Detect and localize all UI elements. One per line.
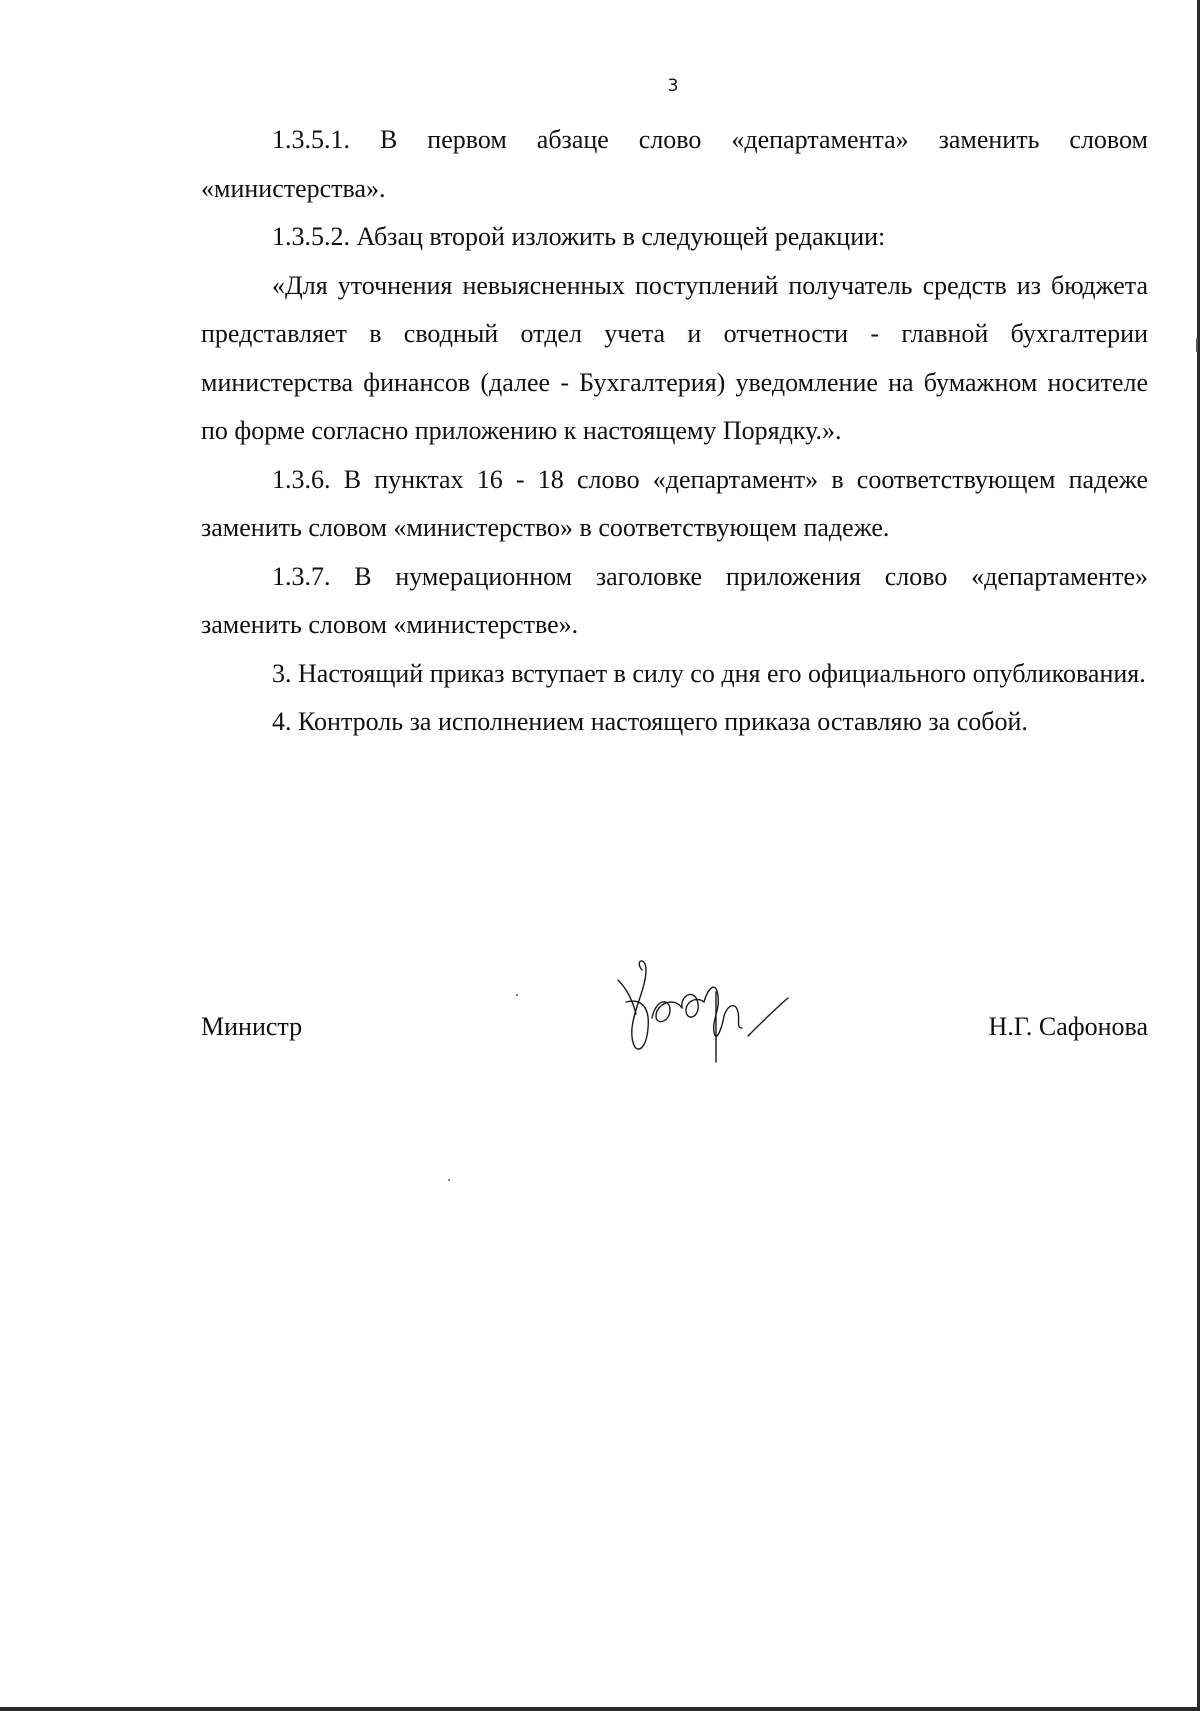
document-body bbox=[201, 116, 1148, 747]
paragraph-1-3-7: 1.3.7. В нумерационном заголовке приложения слово «департаменте» заменить словом «министерстве». bbox=[201, 561, 1148, 639]
scan-speck bbox=[1196, 338, 1198, 352]
paragraph-4: 4. Контроль за исполнением настоящего приказа оставляю за собой. bbox=[272, 707, 1028, 736]
scan-edge-bottom bbox=[0, 1707, 1200, 1711]
paragraph-quoted-text: «Для уточнения невыясненных поступлений получатель средств из бюджета представляет в сводный отдел учета и отчетности - главной бухгалтерии министерства финансов (далее - Бухгалтерия) уведомление на бумажном носителе по форме согласно приложению к настоящему Порядку.». bbox=[201, 270, 1148, 445]
page-number: 3 bbox=[667, 76, 679, 96]
paragraph-1-3-5-1: 1.3.5.1. В первом абзаце слово «департамента» заменить словом «министерства». bbox=[201, 125, 1148, 203]
signatory-role: Министр bbox=[201, 1012, 303, 1041]
paragraph-3: 3. Настоящий приказ вступает в силу со дня его официального опубликования. bbox=[272, 658, 1146, 688]
scan-speck bbox=[448, 1179, 450, 1181]
scan-speck bbox=[516, 994, 518, 996]
signatory-name: Н.Г. Сафонова bbox=[988, 1012, 1148, 1041]
paragraph-1-3-6: 1.3.6. В пунктах 16 - 18 слово «департамент» в соответствующем падеже заменить словом «министерство» в соответствующем падеже. bbox=[201, 464, 1148, 542]
paragraph-1-3-5-2: 1.3.5.2. Абзац второй изложить в следующей редакции: bbox=[272, 222, 886, 251]
handwritten-signature bbox=[612, 958, 792, 1068]
